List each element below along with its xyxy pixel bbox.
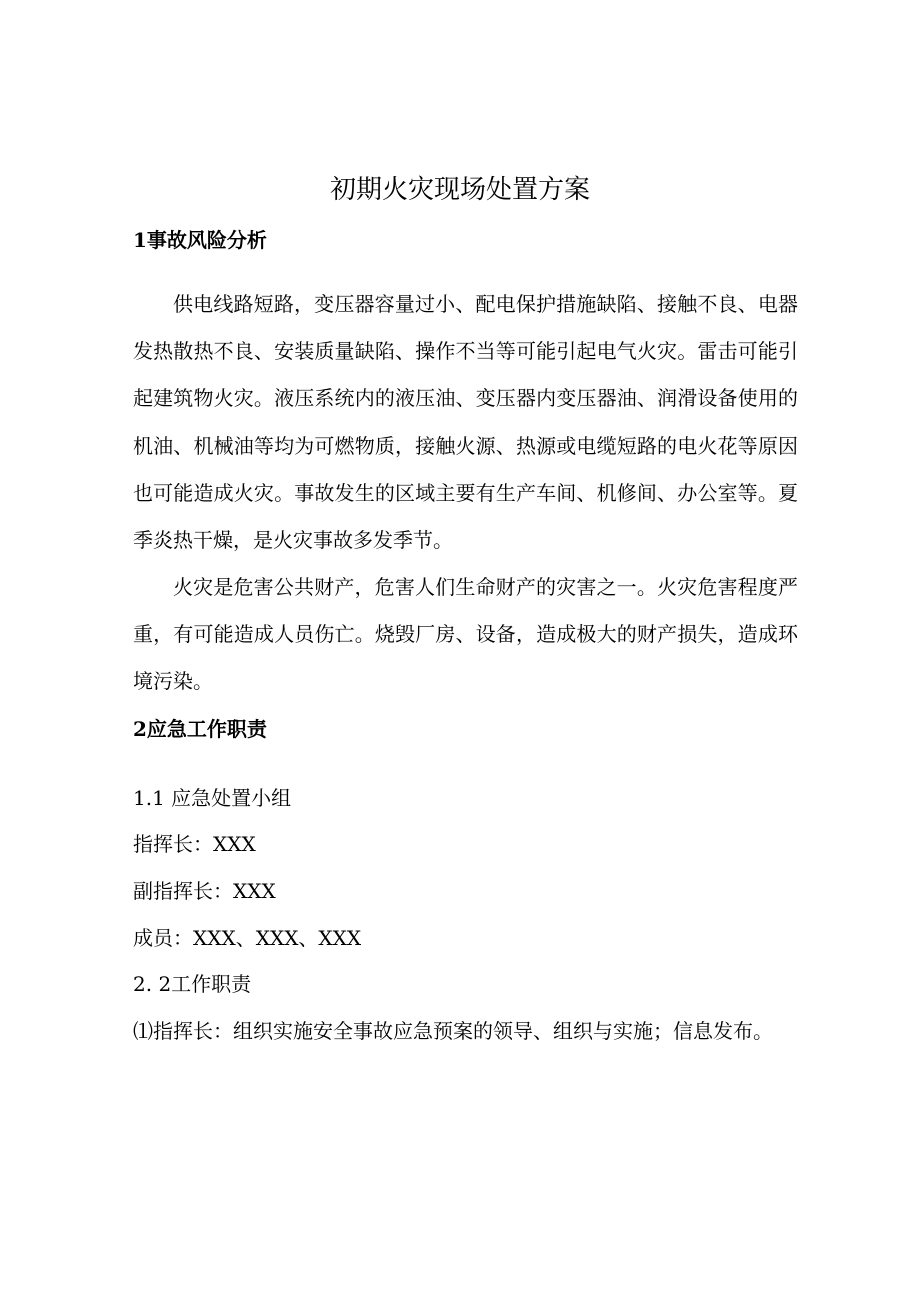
document-title: 初期火灾现场处置方案 (329, 175, 590, 205)
section-heading-emergency-duties: 2应急工作职责 (133, 717, 267, 741)
subsection-work-duties: 2. 2工作职责 (133, 972, 252, 996)
members-line: 成员：XXX、XXX、XXX (133, 926, 362, 950)
paragraph-risk-description: 供电线路短路，变压器容量过小、配电保护措施缺陷、接触不良、电器发热散热不良、安装质量缺陷、操作不当等可能引起电气火灾。雷击可能引起建筑物火灾。液压系统内的液压油、变压器内变压器油、润滑设备使用的机油、机械油等均为可燃物质，接触火源、热源或电缆短路的电火花等原因也可能造成火灾。事故发生的区域主要有生产车间、机修间、办公室等。夏季炎热干燥，是火灾事故多发季节。 (133, 292, 798, 553)
subsection-emergency-team: 1.1 应急处置小组 (133, 786, 292, 810)
section-heading-risk-analysis: 1事故风险分析 (133, 228, 267, 252)
commander-line: 指挥长：XXX (133, 832, 256, 856)
duty-item-commander: ⑴指挥长：组织实施安全事故应急预案的领导、组织与实施；信息发布。 (133, 1019, 773, 1043)
deputy-commander-line: 副指挥长：XXX (133, 879, 276, 903)
paragraph-fire-hazard: 火灾是危害公共财产，危害人们生命财产的灾害之一。火灾危害程度严重，有可能造成人员伤亡。烧毁厂房、设备，造成极大的财产损失，造成环境污染。 (133, 575, 798, 694)
